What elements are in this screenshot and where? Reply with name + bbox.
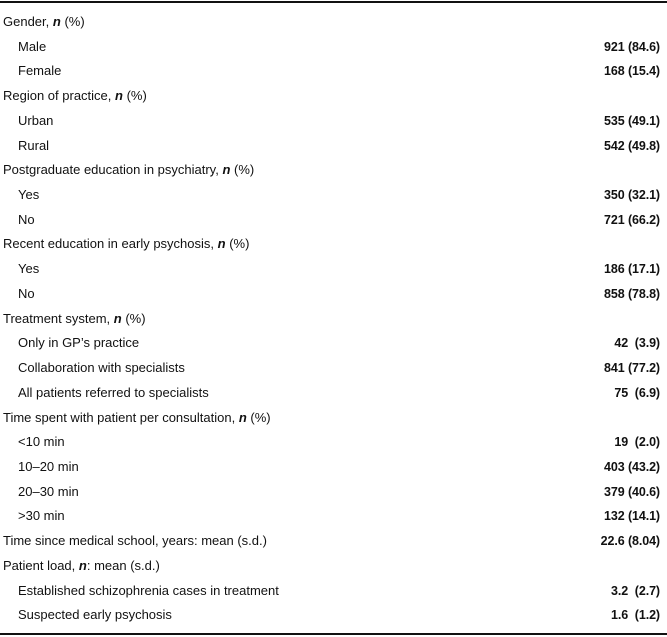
label-suffix: (%) xyxy=(246,409,271,425)
row-sub-label xyxy=(18,59,61,84)
row-value: 3.2 (2.7) xyxy=(610,583,660,598)
row-value: 921 (84.6) xyxy=(604,39,660,54)
label-text: Time since medical school, years: mean (s.d.) xyxy=(3,533,267,549)
top-rule xyxy=(0,1,667,3)
table-row xyxy=(0,356,667,381)
label-italic-n: n xyxy=(217,236,226,252)
label-text: Patient load, xyxy=(3,557,79,573)
label-text: Region of practice, xyxy=(3,88,116,104)
row-value: 542 (49.8) xyxy=(604,138,660,153)
row-value: 132 (14.1) xyxy=(604,509,660,524)
label-italic-n: n xyxy=(222,162,231,178)
table-row xyxy=(0,603,667,628)
label-suffix: (%) xyxy=(122,88,147,104)
table-row xyxy=(0,554,667,579)
label-suffix: : mean (s.d.) xyxy=(86,557,160,573)
label-text: Urban xyxy=(18,112,54,128)
label-text: 20–30 min xyxy=(18,483,79,499)
table-body xyxy=(0,10,667,628)
row-value: 350 (32.1) xyxy=(604,188,660,203)
table-row xyxy=(0,183,667,208)
row-sub-label xyxy=(18,183,39,208)
table-row xyxy=(0,59,667,84)
row-value: 858 (78.8) xyxy=(604,286,660,301)
label-text: Gender, xyxy=(3,14,53,29)
label-text: All patients referred to specialists xyxy=(18,384,209,400)
table-row xyxy=(0,307,667,332)
row-value: 168 (15.4) xyxy=(604,64,660,79)
label-suffix: (%) xyxy=(60,14,85,29)
table-row xyxy=(0,455,667,480)
table-row xyxy=(0,10,667,35)
label-text: Rural xyxy=(18,137,50,153)
label-italic-n: n xyxy=(115,88,123,104)
row-group-label xyxy=(3,232,249,257)
row-sub-label xyxy=(18,455,79,480)
row-sub-label xyxy=(18,480,79,505)
label-italic-n: n xyxy=(78,557,87,573)
row-sub-label xyxy=(18,109,53,134)
row-group-label xyxy=(3,84,147,109)
label-text: <10 min xyxy=(18,434,65,450)
table-row xyxy=(0,406,667,431)
row-sub-label xyxy=(18,331,139,356)
table-row xyxy=(0,504,667,529)
label-text: Suspected early psychosis xyxy=(18,607,172,623)
table-row xyxy=(0,480,667,505)
table-row xyxy=(0,331,667,356)
table-row xyxy=(0,381,667,406)
row-sub-label xyxy=(18,208,35,233)
row-value: 42 (3.9) xyxy=(614,336,660,351)
row-group-label xyxy=(3,406,271,431)
row-value: 1.6 (1.2) xyxy=(610,608,660,623)
row-value: 379 (40.6) xyxy=(604,484,660,499)
row-group-label xyxy=(3,158,254,183)
row-sub-label xyxy=(18,603,172,628)
table-row xyxy=(0,84,667,109)
row-sub-label xyxy=(18,257,39,282)
row-group-label xyxy=(3,307,146,332)
label-italic-n: n xyxy=(238,409,247,425)
table-row xyxy=(0,158,667,183)
label-text: Male xyxy=(18,38,47,54)
label-text: Female xyxy=(18,63,62,79)
row-value: 403 (43.2) xyxy=(604,459,660,474)
label-text: No xyxy=(18,211,35,227)
row-sub-label xyxy=(18,282,35,307)
row-value: 75 (6.9) xyxy=(614,385,660,400)
table-row xyxy=(0,35,667,60)
row-group-label xyxy=(3,10,85,35)
row-sub-label xyxy=(18,134,49,159)
row-sub-label xyxy=(18,356,185,381)
label-italic-n: n xyxy=(52,14,61,29)
row-value: 841 (77.2) xyxy=(604,361,660,376)
row-sub-label xyxy=(18,430,65,455)
table-row xyxy=(0,430,667,455)
table-row xyxy=(0,109,667,134)
label-text: Postgraduate education in psychiatry, xyxy=(3,162,223,178)
label-text: No xyxy=(18,285,35,301)
label-text: Yes xyxy=(18,261,40,277)
row-value: 721 (66.2) xyxy=(604,212,660,227)
row-group-label xyxy=(3,554,160,579)
row-sub-label xyxy=(18,579,279,604)
label-suffix: (%) xyxy=(230,162,255,178)
row-sub-label xyxy=(18,35,46,60)
label-text: Treatment system, xyxy=(3,310,114,326)
label-suffix: (%) xyxy=(225,236,250,252)
table-row xyxy=(0,257,667,282)
row-value: 19 (2.0) xyxy=(614,435,660,450)
label-text: Recent education in early psychosis, xyxy=(3,236,218,252)
row-group-label xyxy=(3,529,267,554)
row-value: 535 (49.1) xyxy=(604,113,660,128)
row-sub-label xyxy=(18,381,209,406)
bottom-rule xyxy=(0,633,667,635)
table-row xyxy=(0,232,667,257)
label-text: Only in GP’s practice xyxy=(18,335,140,351)
table-row xyxy=(0,579,667,604)
label-suffix: (%) xyxy=(121,310,146,326)
label-text: Time spent with patient per consultation, xyxy=(3,409,239,425)
label-italic-n: n xyxy=(113,310,122,326)
table-row xyxy=(0,529,667,554)
row-value: 22.6 (8.04) xyxy=(600,534,660,549)
label-text: Established schizophrenia cases in treatment xyxy=(18,582,279,598)
label-text: Yes xyxy=(18,187,40,203)
row-sub-label xyxy=(18,504,65,529)
label-text: >30 min xyxy=(18,508,65,524)
row-value: 186 (17.1) xyxy=(604,262,660,277)
label-text: Collaboration with specialists xyxy=(18,360,185,376)
label-text: 10–20 min xyxy=(18,458,79,474)
table-row xyxy=(0,208,667,233)
table-row xyxy=(0,134,667,159)
table-row xyxy=(0,282,667,307)
